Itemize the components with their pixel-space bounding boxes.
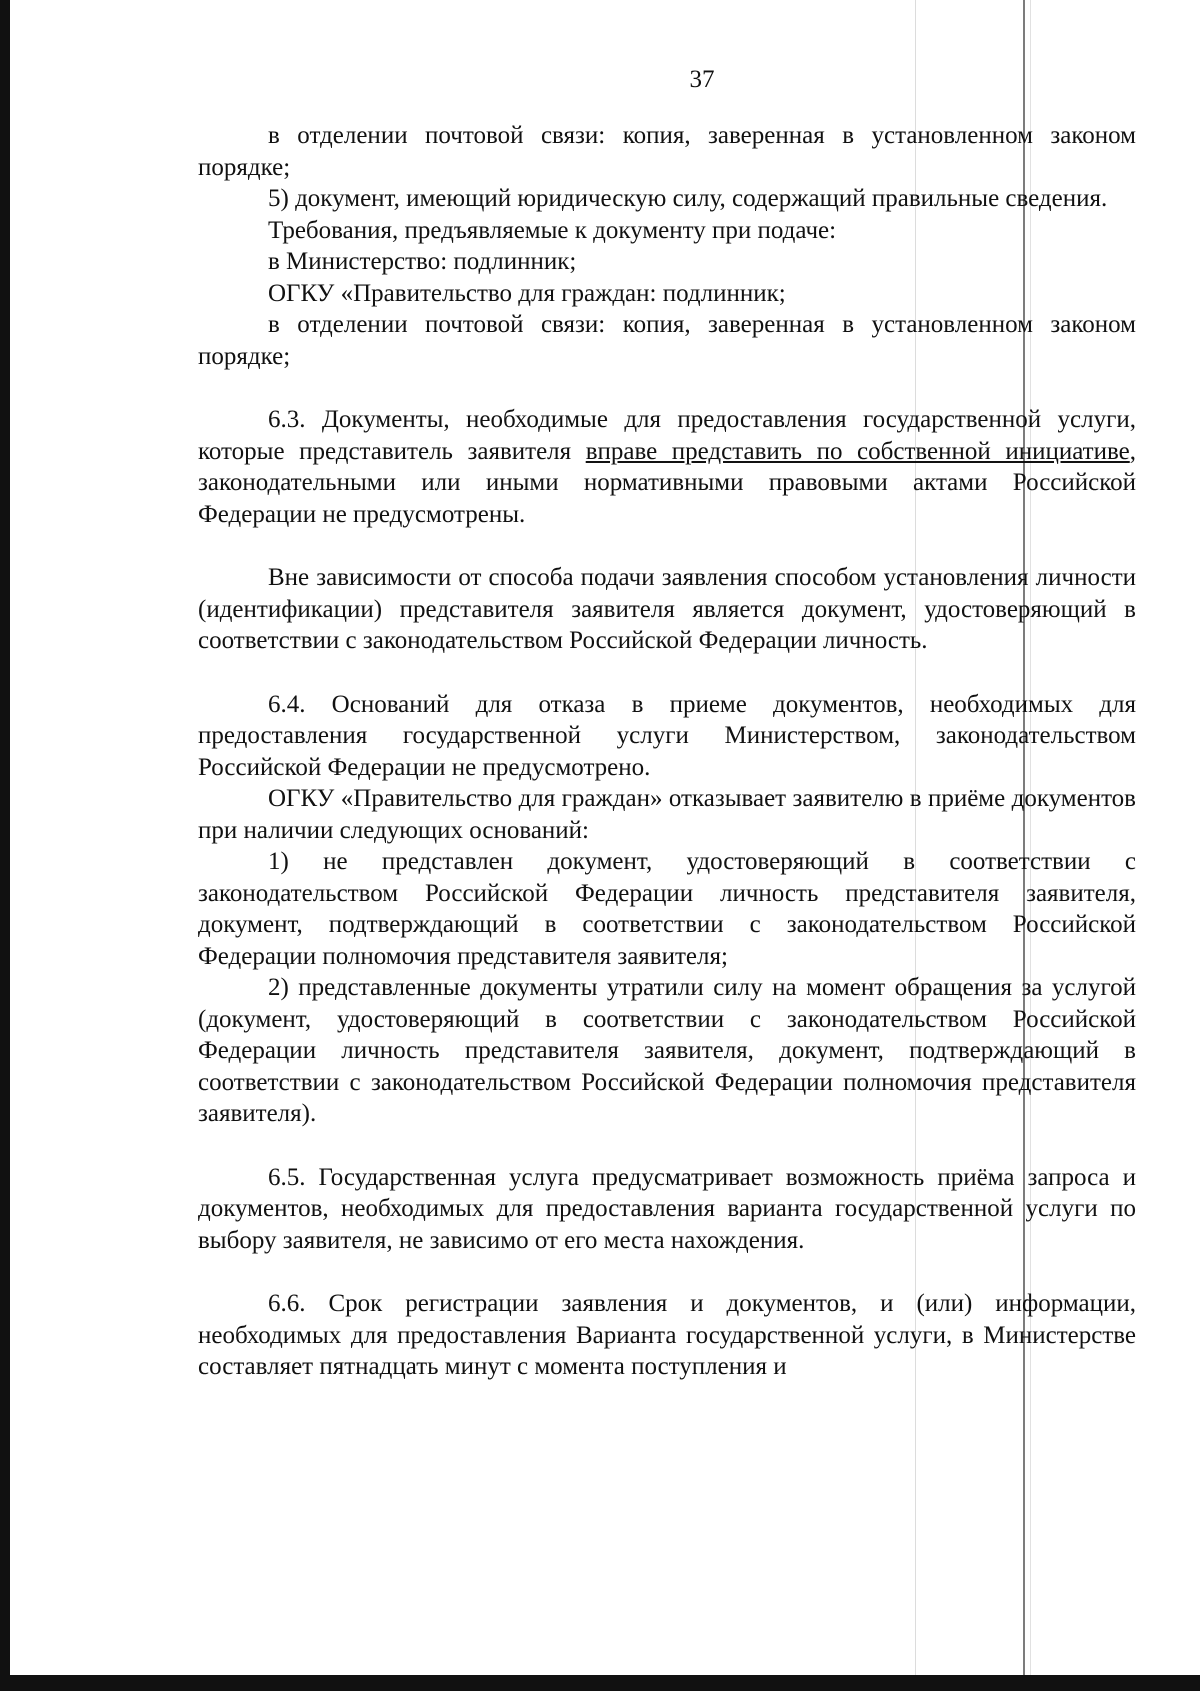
document-page: [198, 60, 1136, 1383]
scan-border-bottom: [0, 1675, 1200, 1691]
paragraph-6-4: 6.4. Оснований для отказа в приеме документов, необходимых для предоставления государственной услуги Министерством, законодательством Российской Федерации не предусмотрено.: [198, 690, 1136, 781]
paragraph: Вне зависимости от способа подачи заявления способом установления личности (идентификации) представителя заявителя является документ, удостоверяющий в соответствии с законодательством Российской Федерации личность.: [198, 564, 1136, 654]
page-number: 37: [689, 66, 715, 93]
paragraph: в отделении почтовой связи: копия, заверенная в установленном законом порядке;: [198, 311, 1136, 370]
paragraph-text: , законодательными или иными нормативными правовыми актами Российской Федерации не предусмотрены.: [198, 437, 1136, 528]
paragraph-6-6: 6.6. Срок регистрации заявления и документов, и (или) информации, необходимых для предоставления Варианта государственной услуги, в Министерстве составляет пятнадцать минут с момента поступления и: [198, 1290, 1136, 1380]
paragraph: Требования, предъявляемые к документу при подаче:: [268, 216, 837, 244]
paragraph: в Министерство: подлинник;: [268, 248, 577, 275]
paragraph-6-5: 6.5. Государственная услуга предусматривает возможность приёма запроса и документов, необходимых для предоставления варианта государственной услуги по выбору заявителя, не зависимо от его места нахождения.: [198, 1163, 1136, 1254]
scan-border-left: [0, 0, 10, 1691]
paragraph: ОГКУ «Правительство для граждан» отказывает заявителю в приёме документов при наличии следующих оснований:: [198, 785, 1136, 844]
paragraph: в отделении почтовой связи: копия, заверенная в установленном законом порядке;: [198, 122, 1136, 181]
underlined-text: вправе представить по собственной инициативе: [585, 437, 1130, 465]
paragraph-text: 6.3. Документы, необходимые для предоставления государственной услуги, которые представитель заявителя: [198, 406, 1136, 465]
paragraph: ОГКУ «Правительство для граждан: подлинник;: [268, 279, 786, 307]
list-item: 1) не представлен документ, удостоверяющий в соответствии с законодательством Российской Федерации личность представителя заявителя, документ, подтверждающий в соответствии с законодательством Российской Федерации полномочия представителя заявителя;: [198, 848, 1136, 970]
paragraph: 5) документ, имеющий юридическую силу, содержащий правильные сведения.: [268, 185, 1108, 212]
list-item: 2) представленные документы утратили силу на момент обращения за услугой (документ, удостоверяющий в соответствии с законодательством Российской Федерации личность представителя заявителя, документ, подтверждающий в соответствии с законодательством Российской Федерации полномочия представителя заявителя).: [198, 974, 1136, 1127]
paragraph-6-3: [198, 404, 1136, 530]
